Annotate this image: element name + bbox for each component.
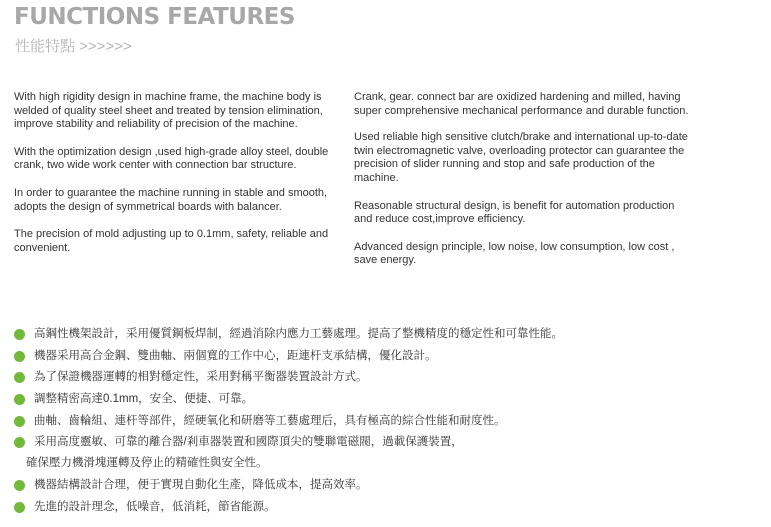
right-column	[354, 91, 689, 282]
list-item-text: 先進的設計理念，低噪音，低消耗，節省能源。	[34, 501, 276, 514]
list-item	[14, 326, 563, 348]
green-bullet-icon	[14, 372, 25, 383]
feature-paragraph: With the optimization design ,used high-grade alloy steel, double crank, two wide work center with connection bar structure.	[14, 145, 329, 172]
page-title: FUNCTIONS FEATURES	[14, 4, 295, 30]
feature-paragraph: Used reliable high sensitive clutch/brake and international up-to-date twin electromagnetic valve, overloading protector can guarantee the precision of slider running and stop and safe production of the machine.	[354, 131, 688, 184]
list-item-continuation: 確保壓力機滑塊運轉及停止的精確性與安全性。	[26, 457, 268, 470]
feature-paragraph: With high rigidity design in machine frame, the machine body is welded of quality steel sheet and treated by tension elimination, improve stability and reliability of precision of the machine.	[14, 91, 323, 131]
left-column	[14, 91, 339, 269]
page-subtitle: 性能特點 >>>>>>	[15, 38, 132, 55]
list-item	[14, 369, 563, 391]
chinese-feature-list	[14, 326, 563, 521]
list-item	[14, 391, 563, 413]
list-item	[14, 499, 563, 521]
green-bullet-icon	[14, 480, 25, 491]
list-item-text: 高鋼性機架設計，采用優質鋼板焊制，經過消除内應力工藝處理。提高了整機精度的穩定性和可靠性能。	[34, 328, 563, 340]
list-item-text: 采用高度靈敏、可靠的離合器/剎車器裝置和國際頂尖的雙聯電磁閥，過載保護裝置，	[34, 436, 463, 449]
feature-paragraph: Crank, gear. connect bar are oxidized hardening and milled, having super comprehensive mechanical performance and durable function.	[354, 91, 689, 117]
green-bullet-icon	[14, 351, 25, 362]
feature-paragraph: The precision of mold adjusting up to 0.1mm, safety, reliable and convenient.	[14, 228, 329, 254]
list-item-text: 機器采用高合金鋼、雙曲軸、兩個寬的工作中心，距連杆支承結構，優化設計。	[34, 349, 437, 362]
list-item	[14, 348, 563, 370]
list-item	[14, 434, 563, 477]
feature-paragraph: Reasonable structural design, is benefit for automation production and reduce cost,improve efficiency.	[354, 199, 675, 226]
green-bullet-icon	[14, 437, 25, 448]
feature-paragraph: In order to guarantee the machine running in stable and smooth, adopts the design of symmetrical boards with balancer.	[14, 186, 328, 213]
list-item-text: 為了保證機器運轉的相對穩定性，采用對稱平衡器裝置設計方式。	[34, 371, 368, 384]
green-bullet-icon	[14, 329, 25, 340]
feature-paragraph: Advanced design principle, low noise, low consumption, low cost , save energy.	[354, 240, 675, 267]
list-item	[14, 477, 563, 499]
list-item-text: 機器結構設計合理，便于實現自動化生產，降低成本，提高效率。	[34, 479, 368, 492]
green-bullet-icon	[14, 416, 25, 427]
list-item-text: 調整精密高達0.1mm，安全、便捷、可靠。	[34, 393, 254, 406]
green-bullet-icon	[14, 502, 25, 513]
list-item-text: 曲軸、齒輪組、連杆等部件，經硬氧化和研磨等工藝處理后，具有極高的綜合性能和耐度性。	[34, 414, 506, 427]
list-item	[14, 413, 563, 435]
green-bullet-icon	[14, 394, 25, 405]
